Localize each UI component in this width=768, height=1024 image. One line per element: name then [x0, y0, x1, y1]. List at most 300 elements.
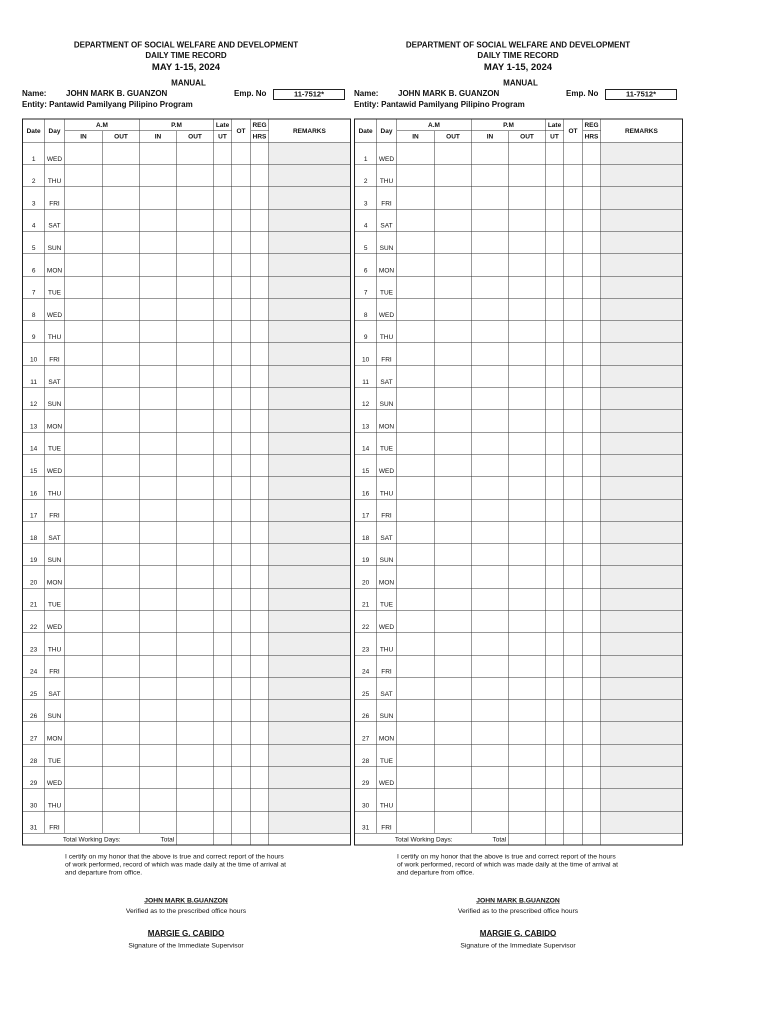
reg-hrs-cell[interactable]: [251, 521, 269, 543]
ot-cell[interactable]: [564, 254, 583, 276]
reg-hrs-cell[interactable]: [251, 722, 269, 744]
am-out-cell[interactable]: [435, 544, 472, 566]
ot-cell[interactable]: [564, 655, 583, 677]
ot-cell[interactable]: [564, 410, 583, 432]
remarks-cell[interactable]: [601, 254, 683, 276]
reg-hrs-cell[interactable]: [251, 365, 269, 387]
pm-out-cell[interactable]: [509, 544, 546, 566]
pm-in-cell[interactable]: [472, 432, 509, 454]
late-ut-cell[interactable]: [214, 388, 232, 410]
am-out-cell[interactable]: [435, 499, 472, 521]
am-out-cell[interactable]: [103, 566, 140, 588]
remarks-cell[interactable]: [269, 298, 351, 320]
pm-in-cell[interactable]: [140, 254, 177, 276]
remarks-cell[interactable]: [269, 343, 351, 365]
remarks-cell[interactable]: [269, 454, 351, 476]
am-out-cell[interactable]: [435, 655, 472, 677]
am-out-cell[interactable]: [435, 700, 472, 722]
total-extra-cell[interactable]: [251, 833, 269, 845]
pm-in-cell[interactable]: [140, 677, 177, 699]
am-out-cell[interactable]: [103, 276, 140, 298]
late-ut-cell[interactable]: [546, 298, 564, 320]
pm-in-cell[interactable]: [472, 811, 509, 833]
reg-hrs-cell[interactable]: [251, 588, 269, 610]
late-ut-cell[interactable]: [546, 566, 564, 588]
late-ut-cell[interactable]: [214, 276, 232, 298]
am-out-cell[interactable]: [103, 477, 140, 499]
am-in-cell[interactable]: [65, 388, 103, 410]
pm-in-cell[interactable]: [472, 165, 509, 187]
am-in-cell[interactable]: [397, 477, 435, 499]
ot-cell[interactable]: [232, 142, 251, 164]
ot-cell[interactable]: [232, 521, 251, 543]
ot-cell[interactable]: [564, 767, 583, 789]
am-in-cell[interactable]: [65, 499, 103, 521]
pm-out-cell[interactable]: [509, 566, 546, 588]
remarks-cell[interactable]: [269, 321, 351, 343]
pm-in-cell[interactable]: [140, 298, 177, 320]
ot-cell[interactable]: [564, 276, 583, 298]
am-in-cell[interactable]: [397, 521, 435, 543]
am-out-cell[interactable]: [435, 231, 472, 253]
pm-out-cell[interactable]: [509, 231, 546, 253]
remarks-cell[interactable]: [269, 388, 351, 410]
reg-hrs-cell[interactable]: [583, 321, 601, 343]
remarks-cell[interactable]: [601, 722, 683, 744]
ot-cell[interactable]: [232, 388, 251, 410]
am-out-cell[interactable]: [435, 432, 472, 454]
am-out-cell[interactable]: [435, 588, 472, 610]
pm-out-cell[interactable]: [177, 744, 214, 766]
total-late-cell[interactable]: [177, 833, 214, 845]
remarks-cell[interactable]: [601, 544, 683, 566]
am-in-cell[interactable]: [397, 231, 435, 253]
late-ut-cell[interactable]: [546, 744, 564, 766]
remarks-cell[interactable]: [269, 276, 351, 298]
pm-in-cell[interactable]: [472, 187, 509, 209]
late-ut-cell[interactable]: [546, 343, 564, 365]
am-out-cell[interactable]: [435, 610, 472, 632]
late-ut-cell[interactable]: [546, 521, 564, 543]
late-ut-cell[interactable]: [214, 432, 232, 454]
am-in-cell[interactable]: [65, 477, 103, 499]
ot-cell[interactable]: [232, 187, 251, 209]
pm-in-cell[interactable]: [140, 142, 177, 164]
remarks-cell[interactable]: [269, 767, 351, 789]
am-out-cell[interactable]: [435, 566, 472, 588]
pm-out-cell[interactable]: [177, 722, 214, 744]
pm-in-cell[interactable]: [140, 566, 177, 588]
pm-out-cell[interactable]: [177, 276, 214, 298]
pm-in-cell[interactable]: [140, 588, 177, 610]
reg-hrs-cell[interactable]: [583, 165, 601, 187]
am-in-cell[interactable]: [65, 633, 103, 655]
am-in-cell[interactable]: [397, 343, 435, 365]
remarks-cell[interactable]: [601, 142, 683, 164]
pm-out-cell[interactable]: [177, 655, 214, 677]
ot-cell[interactable]: [232, 165, 251, 187]
reg-hrs-cell[interactable]: [251, 700, 269, 722]
am-out-cell[interactable]: [103, 187, 140, 209]
am-out-cell[interactable]: [435, 298, 472, 320]
am-in-cell[interactable]: [397, 588, 435, 610]
pm-out-cell[interactable]: [509, 744, 546, 766]
reg-hrs-cell[interactable]: [583, 544, 601, 566]
pm-in-cell[interactable]: [140, 365, 177, 387]
am-out-cell[interactable]: [103, 521, 140, 543]
am-out-cell[interactable]: [435, 410, 472, 432]
am-out-cell[interactable]: [435, 365, 472, 387]
remarks-cell[interactable]: [601, 677, 683, 699]
pm-in-cell[interactable]: [472, 544, 509, 566]
remarks-cell[interactable]: [601, 588, 683, 610]
am-out-cell[interactable]: [103, 298, 140, 320]
late-ut-cell[interactable]: [214, 744, 232, 766]
am-out-cell[interactable]: [103, 722, 140, 744]
pm-in-cell[interactable]: [472, 521, 509, 543]
am-in-cell[interactable]: [65, 566, 103, 588]
ot-cell[interactable]: [232, 677, 251, 699]
am-in-cell[interactable]: [397, 722, 435, 744]
reg-hrs-cell[interactable]: [583, 789, 601, 811]
reg-hrs-cell[interactable]: [583, 610, 601, 632]
pm-in-cell[interactable]: [472, 365, 509, 387]
pm-out-cell[interactable]: [177, 499, 214, 521]
am-in-cell[interactable]: [65, 365, 103, 387]
ot-cell[interactable]: [564, 633, 583, 655]
remarks-cell[interactable]: [601, 343, 683, 365]
am-in-cell[interactable]: [397, 365, 435, 387]
pm-out-cell[interactable]: [509, 142, 546, 164]
am-out-cell[interactable]: [435, 343, 472, 365]
reg-hrs-cell[interactable]: [251, 231, 269, 253]
am-in-cell[interactable]: [65, 298, 103, 320]
late-ut-cell[interactable]: [546, 677, 564, 699]
pm-in-cell[interactable]: [472, 767, 509, 789]
am-in-cell[interactable]: [397, 700, 435, 722]
late-ut-cell[interactable]: [214, 544, 232, 566]
am-in-cell[interactable]: [397, 789, 435, 811]
ot-cell[interactable]: [232, 276, 251, 298]
total-reg-cell[interactable]: [232, 833, 251, 845]
am-out-cell[interactable]: [103, 789, 140, 811]
am-out-cell[interactable]: [435, 767, 472, 789]
ot-cell[interactable]: [564, 722, 583, 744]
remarks-cell[interactable]: [269, 254, 351, 276]
pm-out-cell[interactable]: [509, 655, 546, 677]
pm-in-cell[interactable]: [140, 187, 177, 209]
pm-in-cell[interactable]: [140, 432, 177, 454]
reg-hrs-cell[interactable]: [583, 254, 601, 276]
ot-cell[interactable]: [232, 566, 251, 588]
ot-cell[interactable]: [564, 811, 583, 833]
pm-out-cell[interactable]: [177, 388, 214, 410]
ot-cell[interactable]: [232, 432, 251, 454]
late-ut-cell[interactable]: [214, 700, 232, 722]
am-in-cell[interactable]: [65, 343, 103, 365]
ot-cell[interactable]: [232, 231, 251, 253]
am-out-cell[interactable]: [103, 321, 140, 343]
am-out-cell[interactable]: [103, 254, 140, 276]
reg-hrs-cell[interactable]: [251, 343, 269, 365]
reg-hrs-cell[interactable]: [583, 209, 601, 231]
remarks-cell[interactable]: [269, 231, 351, 253]
pm-out-cell[interactable]: [509, 410, 546, 432]
late-ut-cell[interactable]: [214, 477, 232, 499]
pm-in-cell[interactable]: [140, 410, 177, 432]
remarks-cell[interactable]: [601, 521, 683, 543]
am-in-cell[interactable]: [397, 677, 435, 699]
reg-hrs-cell[interactable]: [251, 321, 269, 343]
ot-cell[interactable]: [564, 187, 583, 209]
pm-in-cell[interactable]: [140, 231, 177, 253]
ot-cell[interactable]: [564, 588, 583, 610]
ot-cell[interactable]: [564, 521, 583, 543]
remarks-cell[interactable]: [601, 276, 683, 298]
pm-in-cell[interactable]: [140, 477, 177, 499]
reg-hrs-cell[interactable]: [583, 722, 601, 744]
pm-out-cell[interactable]: [177, 610, 214, 632]
late-ut-cell[interactable]: [214, 767, 232, 789]
reg-hrs-cell[interactable]: [251, 298, 269, 320]
pm-out-cell[interactable]: [177, 165, 214, 187]
remarks-cell[interactable]: [601, 298, 683, 320]
pm-in-cell[interactable]: [472, 276, 509, 298]
pm-out-cell[interactable]: [509, 477, 546, 499]
late-ut-cell[interactable]: [214, 231, 232, 253]
ot-cell[interactable]: [564, 566, 583, 588]
am-in-cell[interactable]: [65, 610, 103, 632]
late-ut-cell[interactable]: [214, 588, 232, 610]
pm-out-cell[interactable]: [177, 544, 214, 566]
pm-out-cell[interactable]: [509, 722, 546, 744]
am-out-cell[interactable]: [103, 365, 140, 387]
ot-cell[interactable]: [564, 610, 583, 632]
am-in-cell[interactable]: [397, 811, 435, 833]
reg-hrs-cell[interactable]: [583, 477, 601, 499]
ot-cell[interactable]: [564, 544, 583, 566]
pm-out-cell[interactable]: [509, 187, 546, 209]
pm-in-cell[interactable]: [140, 209, 177, 231]
total-remarks-cell[interactable]: [269, 833, 351, 845]
late-ut-cell[interactable]: [546, 454, 564, 476]
ot-cell[interactable]: [232, 454, 251, 476]
ot-cell[interactable]: [232, 789, 251, 811]
pm-out-cell[interactable]: [509, 165, 546, 187]
am-in-cell[interactable]: [397, 633, 435, 655]
reg-hrs-cell[interactable]: [251, 432, 269, 454]
am-in-cell[interactable]: [65, 544, 103, 566]
emp-no-field[interactable]: 11-7512*: [273, 89, 345, 100]
late-ut-cell[interactable]: [214, 722, 232, 744]
pm-in-cell[interactable]: [472, 209, 509, 231]
am-in-cell[interactable]: [397, 187, 435, 209]
total-ot-cell[interactable]: [214, 833, 232, 845]
pm-out-cell[interactable]: [509, 343, 546, 365]
am-out-cell[interactable]: [435, 677, 472, 699]
ot-cell[interactable]: [564, 677, 583, 699]
remarks-cell[interactable]: [269, 499, 351, 521]
remarks-cell[interactable]: [601, 566, 683, 588]
am-out-cell[interactable]: [435, 454, 472, 476]
pm-in-cell[interactable]: [140, 165, 177, 187]
reg-hrs-cell[interactable]: [583, 298, 601, 320]
am-out-cell[interactable]: [103, 410, 140, 432]
ot-cell[interactable]: [564, 789, 583, 811]
remarks-cell[interactable]: [601, 477, 683, 499]
am-out-cell[interactable]: [103, 610, 140, 632]
am-in-cell[interactable]: [65, 655, 103, 677]
pm-in-cell[interactable]: [472, 477, 509, 499]
late-ut-cell[interactable]: [546, 789, 564, 811]
ot-cell[interactable]: [564, 209, 583, 231]
ot-cell[interactable]: [564, 165, 583, 187]
reg-hrs-cell[interactable]: [583, 231, 601, 253]
am-in-cell[interactable]: [65, 209, 103, 231]
am-out-cell[interactable]: [103, 655, 140, 677]
pm-in-cell[interactable]: [472, 789, 509, 811]
late-ut-cell[interactable]: [546, 410, 564, 432]
pm-out-cell[interactable]: [509, 298, 546, 320]
late-ut-cell[interactable]: [214, 677, 232, 699]
ot-cell[interactable]: [564, 477, 583, 499]
am-in-cell[interactable]: [65, 767, 103, 789]
am-in-cell[interactable]: [65, 700, 103, 722]
ot-cell[interactable]: [564, 365, 583, 387]
total-extra-cell[interactable]: [583, 833, 601, 845]
am-out-cell[interactable]: [435, 789, 472, 811]
am-out-cell[interactable]: [435, 276, 472, 298]
am-out-cell[interactable]: [435, 209, 472, 231]
am-in-cell[interactable]: [65, 321, 103, 343]
am-out-cell[interactable]: [435, 388, 472, 410]
am-in-cell[interactable]: [397, 499, 435, 521]
remarks-cell[interactable]: [269, 677, 351, 699]
pm-out-cell[interactable]: [177, 410, 214, 432]
remarks-cell[interactable]: [269, 588, 351, 610]
remarks-cell[interactable]: [601, 744, 683, 766]
remarks-cell[interactable]: [269, 365, 351, 387]
am-in-cell[interactable]: [397, 744, 435, 766]
am-in-cell[interactable]: [397, 254, 435, 276]
remarks-cell[interactable]: [269, 744, 351, 766]
late-ut-cell[interactable]: [214, 321, 232, 343]
remarks-cell[interactable]: [269, 811, 351, 833]
reg-hrs-cell[interactable]: [251, 165, 269, 187]
pm-in-cell[interactable]: [140, 321, 177, 343]
reg-hrs-cell[interactable]: [251, 677, 269, 699]
pm-in-cell[interactable]: [140, 700, 177, 722]
late-ut-cell[interactable]: [214, 499, 232, 521]
am-out-cell[interactable]: [435, 142, 472, 164]
late-ut-cell[interactable]: [214, 209, 232, 231]
am-out-cell[interactable]: [103, 633, 140, 655]
pm-out-cell[interactable]: [177, 811, 214, 833]
remarks-cell[interactable]: [269, 165, 351, 187]
ot-cell[interactable]: [232, 365, 251, 387]
pm-in-cell[interactable]: [140, 388, 177, 410]
pm-out-cell[interactable]: [509, 677, 546, 699]
remarks-cell[interactable]: [269, 722, 351, 744]
late-ut-cell[interactable]: [214, 410, 232, 432]
remarks-cell[interactable]: [601, 789, 683, 811]
pm-in-cell[interactable]: [140, 789, 177, 811]
pm-out-cell[interactable]: [509, 254, 546, 276]
pm-out-cell[interactable]: [509, 432, 546, 454]
pm-out-cell[interactable]: [177, 521, 214, 543]
pm-out-cell[interactable]: [177, 298, 214, 320]
pm-out-cell[interactable]: [177, 588, 214, 610]
reg-hrs-cell[interactable]: [583, 142, 601, 164]
pm-in-cell[interactable]: [472, 566, 509, 588]
am-out-cell[interactable]: [103, 811, 140, 833]
ot-cell[interactable]: [232, 209, 251, 231]
ot-cell[interactable]: [564, 432, 583, 454]
late-ut-cell[interactable]: [546, 544, 564, 566]
pm-in-cell[interactable]: [472, 499, 509, 521]
am-in-cell[interactable]: [65, 454, 103, 476]
pm-in-cell[interactable]: [472, 321, 509, 343]
pm-out-cell[interactable]: [177, 432, 214, 454]
am-out-cell[interactable]: [103, 499, 140, 521]
ot-cell[interactable]: [232, 343, 251, 365]
reg-hrs-cell[interactable]: [251, 789, 269, 811]
late-ut-cell[interactable]: [214, 566, 232, 588]
reg-hrs-cell[interactable]: [583, 410, 601, 432]
am-in-cell[interactable]: [65, 254, 103, 276]
reg-hrs-cell[interactable]: [251, 499, 269, 521]
late-ut-cell[interactable]: [546, 811, 564, 833]
ot-cell[interactable]: [232, 744, 251, 766]
remarks-cell[interactable]: [269, 410, 351, 432]
total-late-cell[interactable]: [509, 833, 546, 845]
pm-out-cell[interactable]: [177, 677, 214, 699]
late-ut-cell[interactable]: [214, 254, 232, 276]
reg-hrs-cell[interactable]: [583, 566, 601, 588]
pm-in-cell[interactable]: [472, 722, 509, 744]
reg-hrs-cell[interactable]: [583, 432, 601, 454]
ot-cell[interactable]: [232, 410, 251, 432]
late-ut-cell[interactable]: [546, 187, 564, 209]
ot-cell[interactable]: [564, 700, 583, 722]
reg-hrs-cell[interactable]: [583, 454, 601, 476]
pm-out-cell[interactable]: [177, 700, 214, 722]
pm-in-cell[interactable]: [140, 276, 177, 298]
pm-out-cell[interactable]: [177, 477, 214, 499]
remarks-cell[interactable]: [601, 700, 683, 722]
late-ut-cell[interactable]: [546, 254, 564, 276]
ot-cell[interactable]: [232, 477, 251, 499]
am-out-cell[interactable]: [103, 544, 140, 566]
am-out-cell[interactable]: [103, 454, 140, 476]
ot-cell[interactable]: [232, 610, 251, 632]
late-ut-cell[interactable]: [214, 610, 232, 632]
am-in-cell[interactable]: [397, 276, 435, 298]
am-out-cell[interactable]: [103, 767, 140, 789]
remarks-cell[interactable]: [601, 231, 683, 253]
reg-hrs-cell[interactable]: [583, 677, 601, 699]
am-out-cell[interactable]: [435, 187, 472, 209]
am-out-cell[interactable]: [435, 722, 472, 744]
am-out-cell[interactable]: [435, 321, 472, 343]
am-in-cell[interactable]: [65, 432, 103, 454]
reg-hrs-cell[interactable]: [583, 343, 601, 365]
pm-out-cell[interactable]: [177, 142, 214, 164]
pm-in-cell[interactable]: [472, 744, 509, 766]
am-out-cell[interactable]: [435, 165, 472, 187]
am-out-cell[interactable]: [435, 811, 472, 833]
pm-out-cell[interactable]: [177, 365, 214, 387]
